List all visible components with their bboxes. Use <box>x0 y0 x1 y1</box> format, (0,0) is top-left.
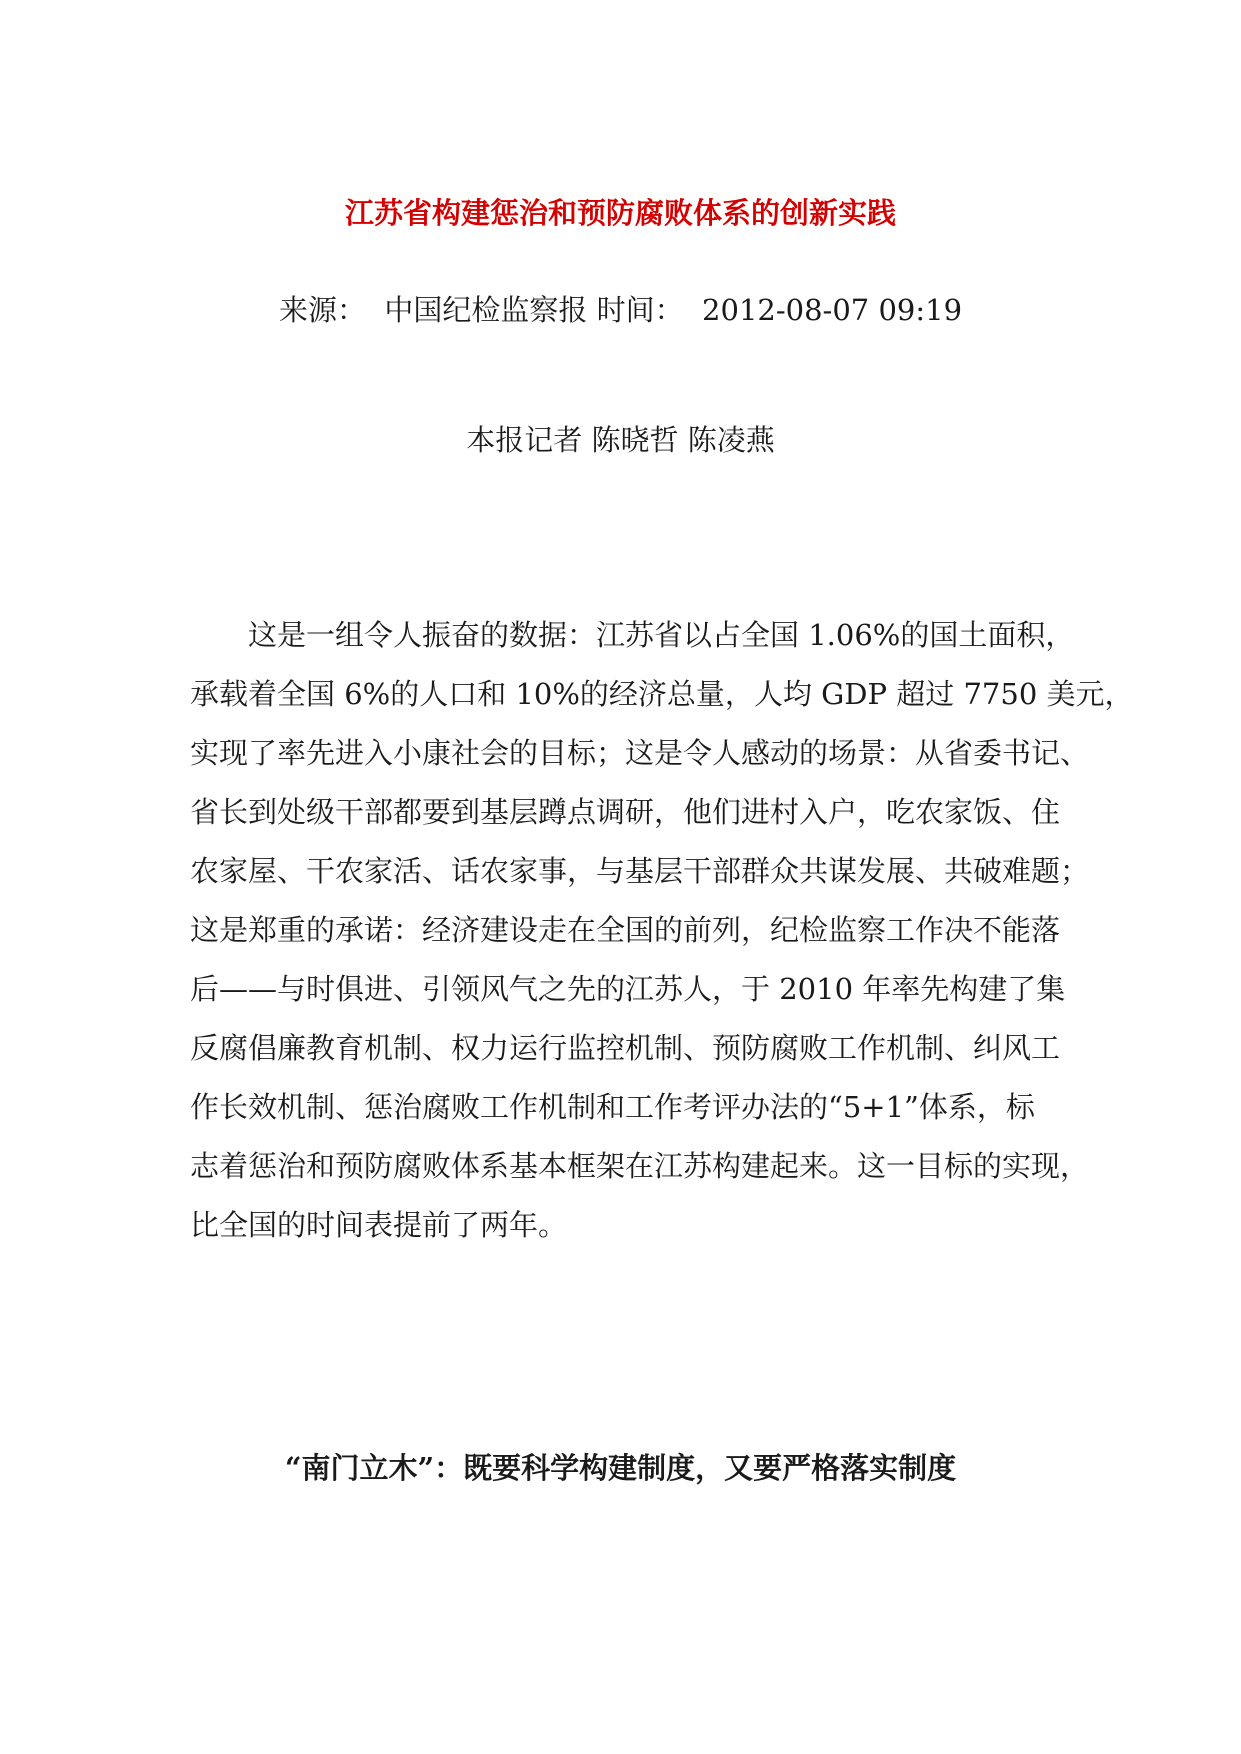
paragraph-line: 作长效机制、惩治腐败工作机制和工作考评办法的“5+1”体系，标 <box>190 1090 1035 1124</box>
source-date-line: 来源： 中国纪检监察报 时间： 2012-08-07 09:19 <box>278 293 963 327</box>
paragraph-line: 后——与时俱进、引领风气之先的江苏人，于 2010 年率先构建了集 <box>190 972 1066 1006</box>
paragraph-line: 实现了率先进入小康社会的目标；这是令人感动的场景：从省委书记、 <box>190 736 1090 770</box>
paragraph-line: 这是郑重的承诺：经济建设走在全国的前列，纪检监察工作决不能落 <box>190 913 1061 947</box>
paragraph-line: 省长到处级干部都要到基层蹲点调研，他们进村入户，吃农家饭、住 <box>190 795 1061 829</box>
article-title: 江苏省构建惩治和预防腐败体系的创新实践 <box>344 196 896 230</box>
body-paragraph <box>190 606 1134 1255</box>
paragraph-line: 比全国的时间表提前了两年。 <box>190 1208 568 1242</box>
byline: 本报记者 陈晓哲 陈凌燕 <box>466 423 775 457</box>
paragraph-line: 反腐倡廉教育机制、权力运行监控机制、预防腐败工作机制、纠风工 <box>190 1031 1061 1065</box>
paragraph-line: 承载着全国 6%的人口和 10%的经济总量，人均 GDP 超过 7750 美元， <box>190 677 1134 711</box>
paragraph-line: 农家屋、干农家活、话农家事，与基层干部群众共谋发展、共破难题； <box>190 854 1090 888</box>
paragraph-line: 志着惩治和预防腐败体系基本框架在江苏构建起来。这一目标的实现， <box>190 1149 1090 1183</box>
paragraph-line: 这是一组令人振奋的数据：江苏省以占全国 1.06%的国土面积， <box>248 618 1075 652</box>
section-heading: “南门立木”：既要科学构建制度，又要严格落实制度 <box>284 1451 957 1485</box>
